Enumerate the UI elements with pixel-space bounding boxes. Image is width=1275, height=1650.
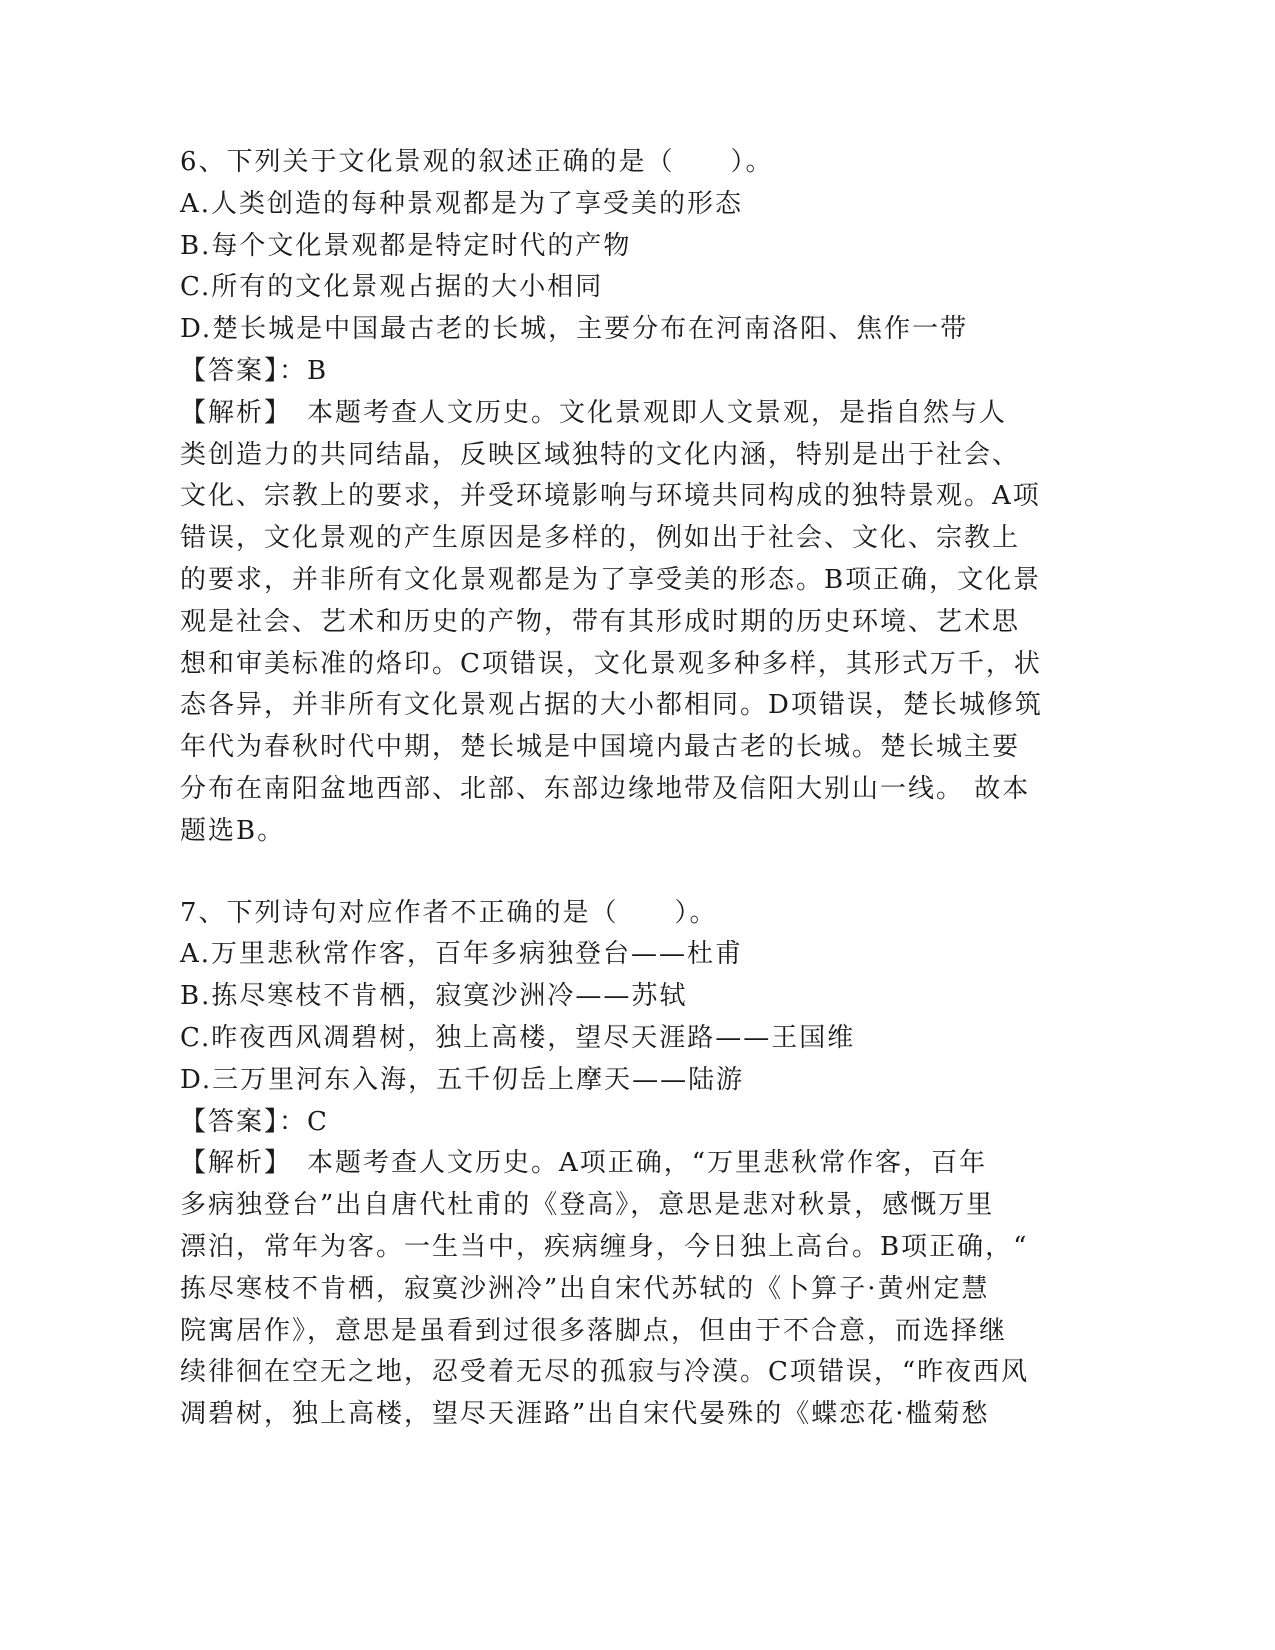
analysis-line: 错误，文化景观的产生原因是多样的，例如出于社会、文化、宗教上 <box>180 523 1021 554</box>
analysis-line: 凋碧树，独上高楼，望尽天涯路”出自宋代晏殊的《蝶恋花·槛菊愁 <box>180 1399 990 1430</box>
analysis-line: 【解析】 本题考查人文历史。文化景观即人文景观，是指自然与人 <box>180 397 1008 428</box>
option-b: B.每个文化景观都是特定时代的产物 <box>180 230 632 261</box>
question-stem: 6、下列关于文化景观的叙述正确的是（ ）。 <box>180 147 774 177</box>
option-a: A.人类创造的每种景观都是为了享受美的形态 <box>180 188 744 219</box>
analysis-line: 题选B。 <box>180 815 286 846</box>
answer-line: 【答案】：C <box>180 1106 329 1137</box>
analysis-line: 续徘徊在空无之地，忍受着无尽的孤寂与冷漠。C项错误，“昨夜西风 <box>180 1357 1030 1388</box>
analysis-line: 态各异，并非所有文化景观占据的大小都相同。D项错误，楚长城修筑 <box>180 690 1043 721</box>
question-spacer <box>180 853 1040 893</box>
analysis-line: 的要求，并非所有文化景观都是为了享受美的形态。B项正确，文化景 <box>180 564 1042 595</box>
analysis-line: 【解析】 本题考查人文历史。A项正确，“万里悲秋常作客，百年 <box>180 1148 988 1179</box>
analysis-line: 年代为春秋时代中期，楚长城是中国境内最古老的长城。楚长城主要 <box>180 732 1021 763</box>
option-c: C.昨夜西风凋碧树，独上高楼，望尽天涯路——王国维 <box>180 1022 856 1053</box>
option-d: D.三万里河东入海，五千仞岳上摩天——陆游 <box>180 1064 745 1095</box>
analysis-paragraph <box>180 1143 1040 1436</box>
analysis-line: 分布在南阳盆地西部、北部、东部边缘地带及信阳大别山一线。 故本 <box>180 773 1031 804</box>
option-c: C.所有的文化景观占据的大小相同 <box>180 272 604 303</box>
document-page <box>180 142 1043 1436</box>
analysis-line: 文化、宗教上的要求，并受环境影响与环境共同构成的独特景观。A项 <box>180 481 1041 512</box>
analysis-line: 院寓居作》，意思是虽看到过很多落脚点，但由于不合意，而选择继 <box>180 1315 1008 1346</box>
analysis-paragraph <box>180 393 1043 853</box>
answer-line: 【答案】：B <box>180 355 329 386</box>
analysis-line: 想和审美标准的烙印。C项错误，文化景观多种多样，其形式万千，状 <box>180 648 1042 679</box>
analysis-line: 类创造力的共同结晶，反映区域独特的文化内涵，特别是出于社会、 <box>180 439 1021 470</box>
question-stem: 7、下列诗句对应作者不正确的是（ ）。 <box>180 897 718 928</box>
question-7 <box>180 893 1040 1436</box>
analysis-line: 多病独登台”出自唐代杜甫的《登高》，意思是悲对秋景，感慨万里 <box>180 1190 995 1221</box>
analysis-line: 观是社会、艺术和历史的产物，带有其形成时期的历史环境、艺术思 <box>180 606 1021 637</box>
question-6 <box>180 142 1043 853</box>
option-a: A.万里悲秋常作客，百年多病独登台——杜甫 <box>180 939 744 970</box>
option-b: B.拣尽寒枝不肯栖，寂寞沙洲冷——苏轼 <box>180 981 688 1012</box>
analysis-line: 拣尽寒枝不肯栖，寂寞沙洲冷”出自宋代苏轼的《卜算子·黄州定慧 <box>180 1273 990 1304</box>
option-d: D.楚长城是中国最古老的长城，主要分布在河南洛阳、焦作一带 <box>180 314 969 345</box>
analysis-line: 漂泊，常年为客。一生当中，疾病缠身，今日独上高台。B项正确，“ <box>180 1231 1029 1262</box>
